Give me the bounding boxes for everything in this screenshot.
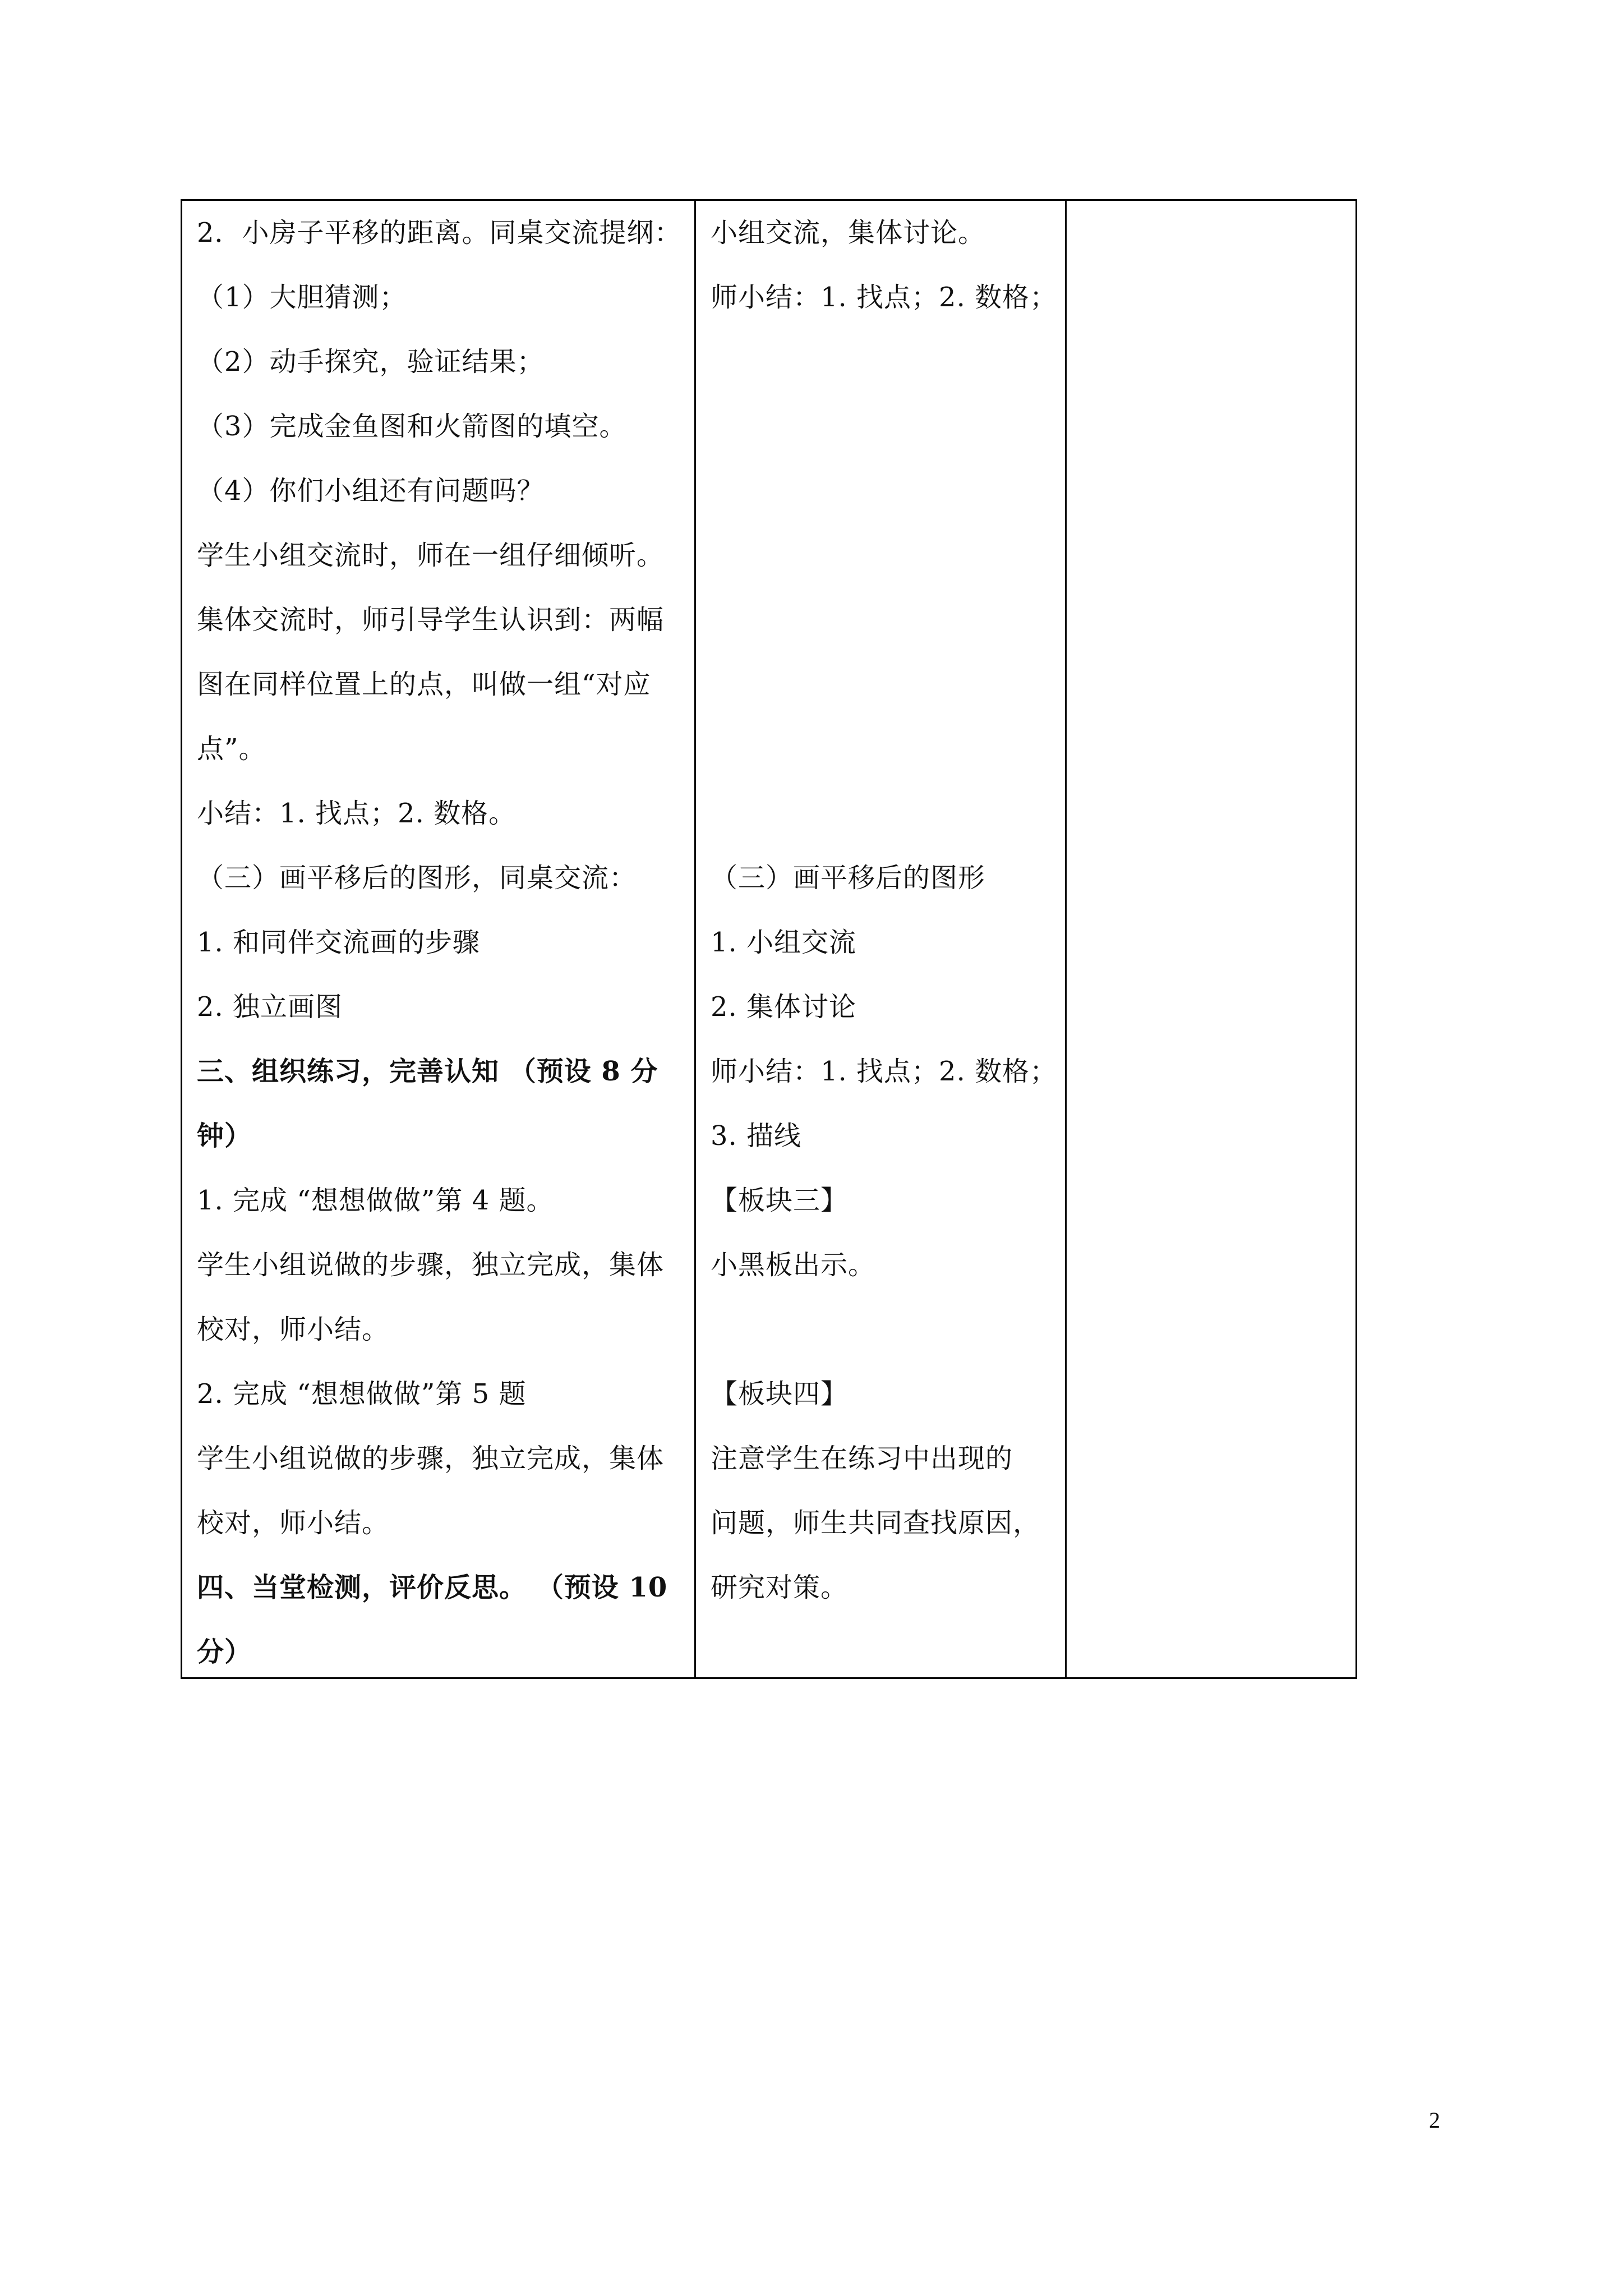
middle-column-line: 小组交流，集体讨论。 bbox=[711, 217, 986, 249]
left-column-line: 小结：1. 找点；2. 数格。 bbox=[197, 798, 517, 829]
left-column-line: （3）完成金鱼图和火箭图的填空。 bbox=[197, 411, 627, 442]
middle-column-line: 问题，师生共同查找原因， bbox=[711, 1507, 1041, 1539]
left-column-line: （2）动手探究，验证结果； bbox=[197, 346, 545, 378]
middle-column-line: 【板块四】 bbox=[711, 1378, 849, 1410]
left-column-line: 集体交流时，师引导学生认识到：两幅 bbox=[197, 604, 665, 636]
middle-column-line: （三）画平移后的图形 bbox=[711, 862, 986, 894]
left-column-line: 钟） bbox=[197, 1120, 252, 1152]
lesson-plan-table bbox=[181, 199, 1357, 1679]
left-column-line: 2. 独立画图 bbox=[197, 991, 343, 1023]
middle-column-line: 2. 集体讨论 bbox=[711, 991, 857, 1023]
left-column-line: 四、当堂检测，评价反思。 （预设 10 bbox=[197, 1572, 668, 1603]
left-column-line: 分） bbox=[197, 1636, 252, 1668]
left-column-line: 1. 和同伴交流画的步骤 bbox=[197, 927, 481, 958]
teaching-process-column bbox=[182, 201, 696, 1677]
left-column-line: 图在同样位置上的点，叫做一组“对应 bbox=[197, 669, 651, 700]
middle-column-line: 注意学生在练习中出现的 bbox=[711, 1443, 1013, 1474]
middle-column-line: 1. 小组交流 bbox=[711, 927, 857, 958]
left-column-line: 学生小组说做的步骤，独立完成，集体 bbox=[197, 1443, 665, 1474]
left-column-line: （三）画平移后的图形，同桌交流： bbox=[197, 862, 637, 894]
middle-column-line: 研究对策。 bbox=[711, 1572, 849, 1603]
left-column-line: 点”。 bbox=[197, 733, 266, 765]
left-column-line: 学生小组交流时，师在一组仔细倾听。 bbox=[197, 540, 665, 571]
left-column-line: 2. 完成 “想想做做”第 5 题 bbox=[197, 1378, 527, 1410]
student-activity-column bbox=[696, 201, 1067, 1677]
middle-column-line: 3. 描线 bbox=[711, 1120, 802, 1152]
middle-column-line: 师小结：1. 找点；2. 数格； bbox=[711, 282, 1058, 313]
left-column-line: 1. 完成 “想想做做”第 4 题。 bbox=[197, 1185, 554, 1216]
page-number: 2 bbox=[1429, 2108, 1440, 2133]
middle-column-line: 【板块三】 bbox=[711, 1185, 849, 1216]
notes-column bbox=[1067, 201, 1355, 1677]
left-column-line: （1）大胆猜测； bbox=[197, 282, 407, 313]
left-column-line: 校对，师小结。 bbox=[197, 1314, 390, 1345]
left-column-line: 校对，师小结。 bbox=[197, 1507, 390, 1539]
left-column-line: 2．小房子平移的距离。同桌交流提纲： bbox=[197, 217, 682, 249]
left-column-line: （4）你们小组还有问题吗？ bbox=[197, 475, 545, 507]
middle-column-line: 小黑板出示。 bbox=[711, 1249, 876, 1281]
left-column-line: 三、组织练习，完善认知 （预设 8 分 bbox=[197, 1056, 658, 1087]
middle-column-line: 师小结：1. 找点；2. 数格； bbox=[711, 1056, 1058, 1087]
left-column-line: 学生小组说做的步骤，独立完成，集体 bbox=[197, 1249, 665, 1281]
